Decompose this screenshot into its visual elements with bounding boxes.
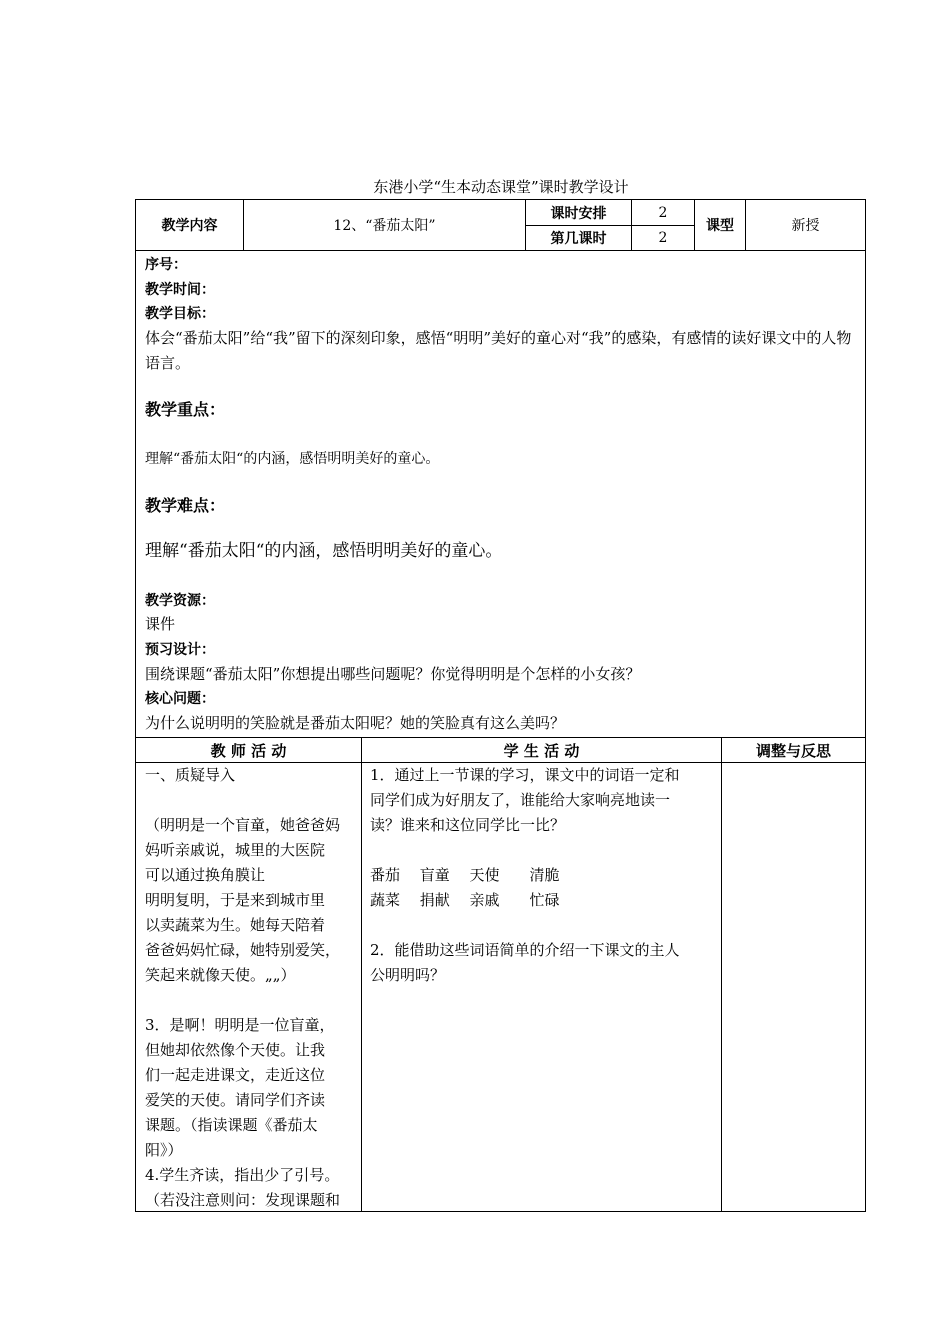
teacher-line — [145, 988, 359, 1013]
reflection-header: 调整与反思 — [755, 741, 831, 760]
teacher-activity-header: 教 师 活 动 — [210, 741, 287, 760]
content-value: 12、“番茄太阳” — [333, 218, 436, 234]
teacher-line: 以卖蔬菜为生。她每天陪着 — [145, 916, 326, 934]
key-point-text: 理解“番茄太阳“的内涵，感悟明明美好的童心。 — [145, 451, 440, 467]
teacher-line: 3．是啊！明明是一位盲童， — [145, 1016, 335, 1034]
teacher-line: 可以通过换角膜让 — [145, 866, 266, 884]
teacher-line: 妈听亲戚说，城里的大医院 — [145, 841, 326, 859]
teaching-goal-label: 教学目标： — [145, 306, 215, 322]
teacher-line: 们一起走进课文，走近这位 — [145, 1066, 326, 1084]
teacher-line: （若没注意则问：发现课题和 — [145, 1191, 341, 1209]
core-question-label: 核心问题： — [145, 691, 215, 707]
teacher-line: 一、质疑导入 — [145, 766, 236, 784]
student-line: 公明明吗？ — [370, 966, 446, 984]
student-line: 1．通过上一节课的学习，课文中的词语一定和 — [370, 766, 680, 784]
reflection-content — [722, 763, 865, 1211]
student-line — [370, 913, 720, 938]
teacher-line: 课题。（指读课题《番茄太 — [145, 1116, 318, 1134]
teacher-line: 爸爸妈妈忙碌，她特别爱笑， — [145, 941, 341, 959]
teacher-line: 爱笑的天使。请同学们齐读 — [145, 1091, 326, 1109]
student-activity-header: 学 生 活 动 — [503, 741, 580, 760]
teacher-line: 4.学生齐读，指出少了引号。 — [145, 1166, 340, 1184]
lesson-number-label: 第几课时 — [550, 231, 607, 247]
schedule-value: 2 — [658, 204, 668, 221]
sequence-label: 序号： — [145, 257, 187, 273]
preview-text: 围绕课题“番茄太阳”你想提出哪些问题呢？你觉得明明是个怎样的小女孩？ — [145, 665, 641, 683]
document-title: 东港小学“生本动态课堂”课时教学设计 — [373, 178, 629, 196]
table-right-border — [865, 199, 866, 1212]
student-line: 蔬菜 捐献 亲戚 忙碌 — [370, 891, 560, 909]
student-line: 读？谁来和这位同学比一比？ — [370, 816, 566, 834]
key-point-label: 教学重点： — [145, 400, 226, 419]
teacher-line — [145, 788, 359, 813]
teacher-line: 明明复明，于是来到城市里 — [145, 891, 326, 909]
teacher-line: 笑起来就像天使。„„） — [145, 966, 296, 984]
resource-text: 课件 — [145, 615, 176, 633]
activity-divider-1 — [361, 737, 362, 1212]
student-line — [370, 838, 720, 863]
student-activity-content — [370, 763, 720, 988]
teaching-time-label: 教学时间： — [145, 282, 215, 298]
student-line: 2．能借助这些词语简单的介绍一下课文的主人 — [370, 941, 680, 959]
lesson-number-value: 2 — [658, 230, 668, 246]
resource-label: 教学资源： — [145, 593, 215, 609]
lesson-type-value: 新授 — [791, 218, 820, 234]
teacher-line: （明明是一个盲童，她爸爸妈 — [145, 816, 341, 834]
difficult-point-text: 理解“番茄太阳“的内涵，感悟明明美好的童心。 — [145, 541, 503, 561]
preview-label: 预习设计： — [145, 642, 215, 658]
teacher-activity-content — [145, 763, 359, 1213]
core-question-text: 为什么说明明的笑脸就是番茄太阳呢？她的笑脸真有这么美吗？ — [145, 714, 566, 732]
content-label: 教学内容 — [161, 218, 218, 234]
teacher-line: 阳》） — [145, 1141, 183, 1159]
header-bottom-border — [135, 250, 866, 251]
teacher-line: 但她却依然像个天使。让我 — [145, 1041, 326, 1059]
difficult-point-label: 教学难点： — [145, 496, 226, 515]
student-line: 番茄 盲童 天使 清脆 — [370, 866, 560, 884]
schedule-label: 课时安排 — [550, 205, 607, 222]
student-line: 同学们成为好朋友了，谁能给大家响亮地读一 — [370, 791, 671, 809]
table-left-border — [135, 199, 136, 1212]
teaching-goal-text: 体会“番茄太阳”给“我”留下的深刻印象，感悟“明明”美好的童心对“我”的感染，有感情的读好课文中的人物语言。 — [145, 329, 852, 372]
lesson-type-label: 课型 — [706, 218, 734, 234]
